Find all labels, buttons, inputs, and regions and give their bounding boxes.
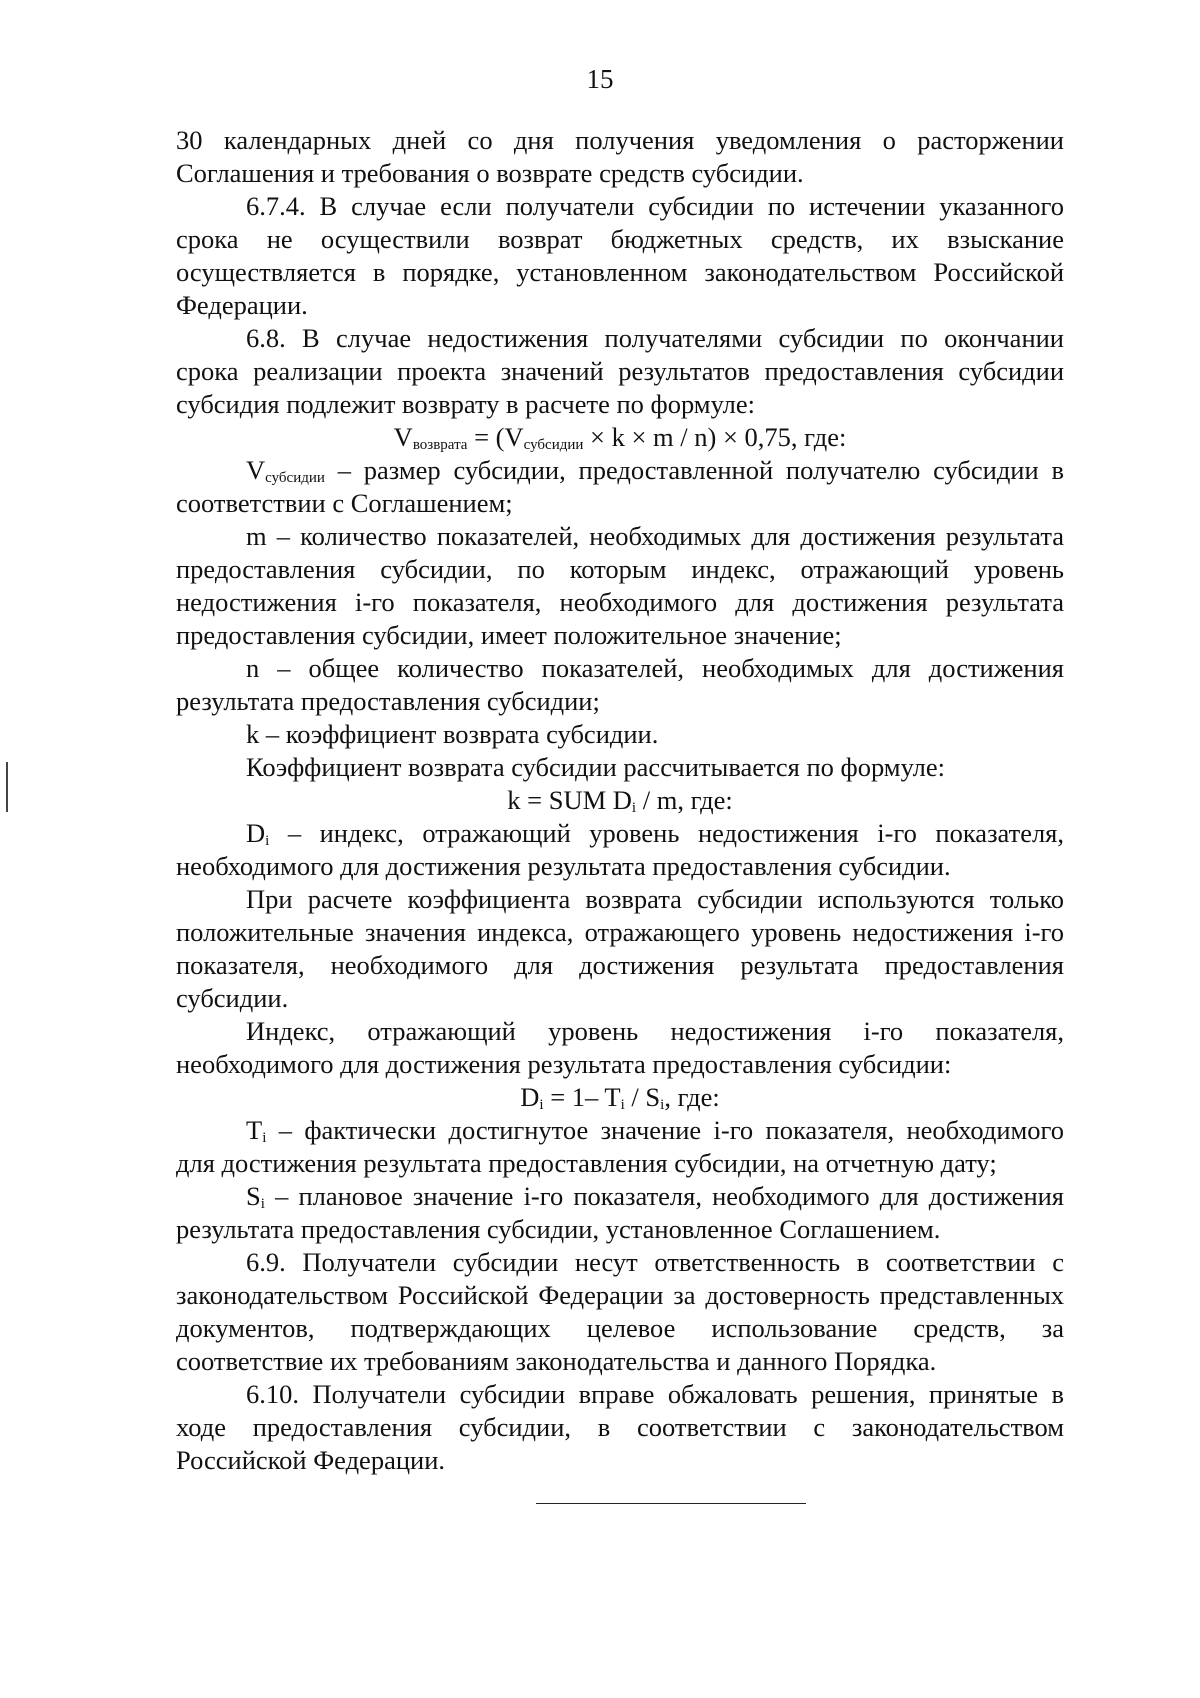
- paragraph-6-8: 6.8. В случае недостижения получателями субсидии по окончании срока реализации проекта значений результатов предоставления субсидии субсидия подлежит возврату в расчете по формуле:: [176, 323, 1064, 419]
- formula-part: k = SUM D: [507, 785, 632, 815]
- paragraph-6-7-4: 6.7.4. В случае если получатели субсидии по истечении указанного срока не осуществили возврат бюджетных средств, их взыскание осуществляется в порядке, установленном законодательством Российской Федерации.: [176, 191, 1064, 320]
- formula-subscript: i: [631, 800, 637, 816]
- formula-sub-return: возврата: [412, 437, 468, 453]
- scan-margin-mark: [6, 762, 8, 812]
- definition-t-i: [176, 1114, 1064, 1180]
- paragraph-6-10: 6.10. Получатели субсидии вправе обжаловать решения, принятые в ходе предоставления субсидии, в соответствии с законодательством Российской Федерации.: [176, 1379, 1064, 1475]
- paragraph-coefficient-intro: Коэффициент возврата субсидии рассчитывается по формуле:: [246, 752, 946, 782]
- definition-symbol: V: [246, 455, 266, 485]
- formula-mid: = (V: [467, 422, 524, 452]
- definition-k: k – коэффициент возврата субсидии.: [246, 719, 659, 749]
- page-number: 15: [586, 64, 614, 94]
- formula-sub-subsidy: субсидии: [523, 437, 584, 453]
- formula-return-amount: [176, 421, 1064, 454]
- paragraph-6-9: 6.9. Получатели субсидии несут ответственность в соответствии с законодательством Российской Федерации за достоверность представленных документов, подтверждающих целевое использование средств, за соответствие их требованиям законодательства и данного Порядка.: [176, 1247, 1064, 1376]
- definition-symbol: T: [246, 1115, 263, 1145]
- formula-rest: × k × m / n) × 0,75, где:: [583, 422, 847, 452]
- definition-text: – плановое значение i-го показателя, необходимого для достижения результата предоставления субсидии, установленное Соглашением.: [176, 1181, 1064, 1244]
- formula-part: = 1– T: [543, 1082, 621, 1112]
- definition-m: m – количество показателей, необходимых для достижения результата предоставления субсидии, по которым индекс, отражающий уровень недостижения i-го показателя, необходимого для достижения результата предоставления субсидии, имеет положительное значение;: [176, 521, 1064, 650]
- definition-d-i: [176, 817, 1064, 883]
- formula-coefficient: [176, 784, 1064, 817]
- definition-subscript: i: [260, 1196, 265, 1212]
- formula-subscript: i: [620, 1097, 625, 1113]
- formula-index: [176, 1081, 1064, 1114]
- definition-text: – размер субсидии, предоставленной получателю субсидии в соответствии с Соглашением;: [176, 455, 1064, 518]
- formula-part: / S: [624, 1082, 661, 1112]
- definition-subscript: субсидии: [265, 470, 325, 486]
- formula-part: / m, где:: [636, 785, 733, 815]
- definition-subscript: i: [262, 1130, 267, 1146]
- paragraph-positive-values: При расчете коэффициента возврата субсидии используются только положительные значения индекса, отражающего уровень недостижения i-го показателя, необходимого для достижения результата предоставления субсидии.: [176, 884, 1064, 1013]
- paragraph-index-intro: Индекс, отражающий уровень недостижения i-го показателя, необходимого для достижения результата предоставления субсидии:: [176, 1016, 1064, 1079]
- formula-part: , где:: [664, 1082, 720, 1112]
- formula-part: D: [520, 1082, 540, 1112]
- paragraph-continuation: 30 календарных дней со дня получения уведомления о расторжении Соглашения и требования о возврате средств субсидии.: [176, 125, 1064, 188]
- document-body: [176, 124, 1064, 1477]
- definition-symbol: S: [246, 1181, 261, 1211]
- end-of-document-line: [536, 1503, 806, 1504]
- definition-text: – фактически достигнутое значение i-го показателя, необходимого для достижения результата предоставления субсидии, на отчетную дату;: [176, 1115, 1064, 1178]
- formula-v: V: [393, 422, 413, 452]
- definition-n: n – общее количество показателей, необходимых для достижения результата предоставления субсидии;: [176, 653, 1064, 716]
- definition-subscript: i: [265, 833, 270, 849]
- definition-symbol: D: [246, 818, 266, 848]
- definition-text: – индекс, отражающий уровень недостижения i-го показателя, необходимого для достижения результата предоставления субсидии.: [176, 818, 1064, 881]
- formula-subscript: i: [660, 1097, 665, 1113]
- formula-subscript: i: [539, 1097, 544, 1113]
- definition-v-subsidy: [176, 454, 1064, 520]
- definition-s-i: [176, 1180, 1064, 1246]
